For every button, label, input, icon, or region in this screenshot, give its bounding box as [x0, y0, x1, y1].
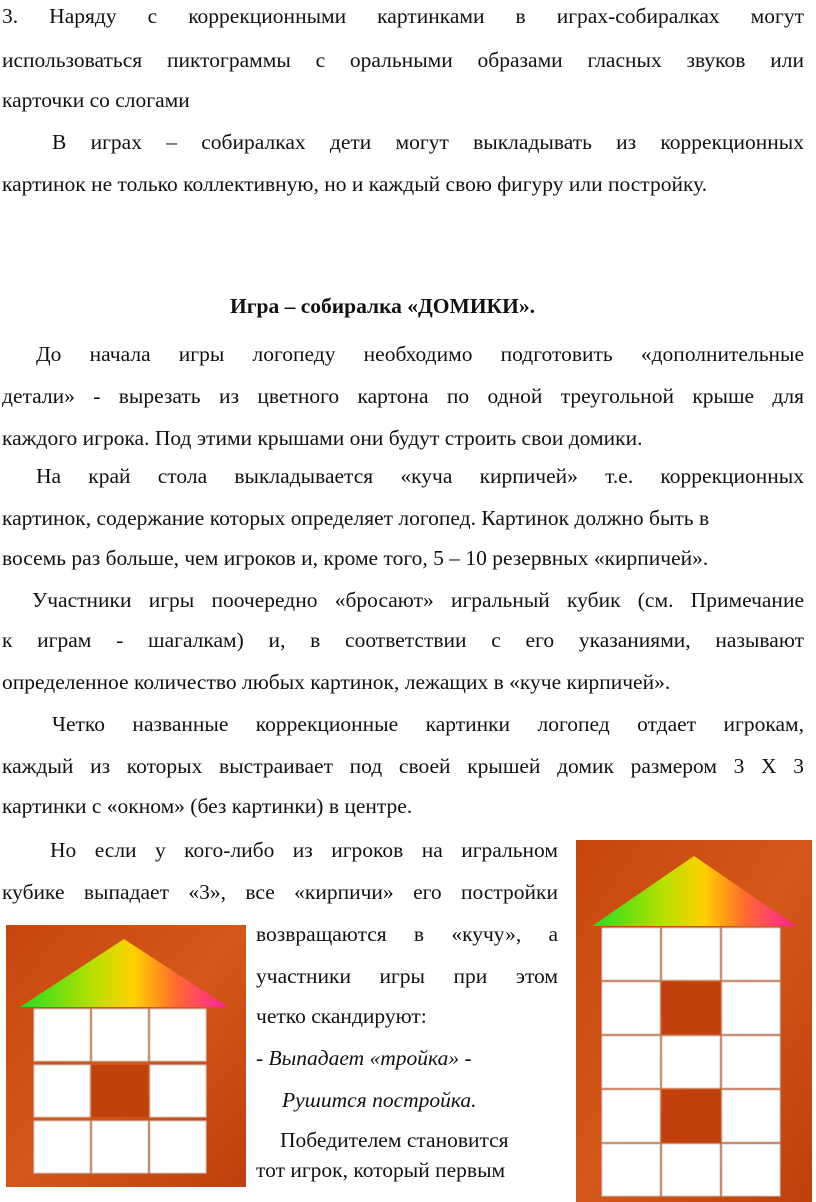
para-2-line-1: В играх – собиралках дети могут выкладывать из коррекционных	[52, 130, 804, 154]
para-6-line-3: картинки с «окном» (без картинки) в центре.	[2, 794, 413, 818]
para-5-line-3: определенное количество любых картинок, лежащих в «куче кирпичей».	[2, 670, 671, 694]
para-3-line-3: каждого игрока. Под этими крышами они будут строить свои домики.	[2, 426, 643, 450]
para-7-line-1: Но если у кого-либо из игроков на игральном	[50, 838, 558, 862]
para-7-line-5: четко скандируют:	[256, 1004, 427, 1028]
section-title: Игра – собиралка «ДОМИКИ».	[230, 294, 535, 318]
para-4-line-3: восемь раз больше, чем игроков и, кроме того, 5 – 10 резервных «кирпичей».	[2, 546, 709, 570]
para-2-line-2: картинок не только коллективную, но и каждый свою фигуру или постройку.	[2, 172, 708, 196]
para-5-line-1: Участники игры поочередно «бросают» игральный кубик (см. Примечание	[32, 588, 804, 612]
chant-line-1: - Выпадает «тройка» -	[256, 1046, 472, 1070]
para-8-line-2: тот игрок, который первым	[256, 1158, 506, 1182]
right-house-grid	[602, 928, 780, 1196]
para-1-line-1: 3. Наряду с коррекционными картинками в играх-собиралках могут	[2, 4, 804, 28]
para-7-line-2: кубике выпадает «3», все «кирпичи» его постройки	[2, 880, 558, 904]
chant-line-2: Рушится постройка.	[282, 1088, 477, 1112]
para-4-line-2: картинок, содержание которых определяет логопед. Картинок должно быть в	[2, 506, 710, 530]
para-7-line-4: участники игры при этом	[256, 964, 558, 988]
para-8-line-1: Победителем становится	[280, 1128, 509, 1152]
left-house-picture	[6, 925, 246, 1187]
para-6-line-2: каждый из которых выстраивает под своей крышей домик размером 3 Х 3	[2, 754, 804, 778]
left-house-grid	[34, 1009, 206, 1173]
para-4-line-1: На край стола выкладывается «куча кирпичей» т.е. коррекционных	[36, 464, 804, 488]
para-1-line-3: карточки со слогами	[2, 88, 190, 112]
para-3-line-1: До начала игры логопеду необходимо подготовить «дополнительные	[36, 342, 804, 366]
para-6-line-1: Четко названные коррекционные картинки логопед отдает игрокам,	[52, 712, 804, 736]
right-house-picture	[576, 840, 812, 1202]
para-3-line-2: детали» - вырезать из цветного картона по одной треугольной крыше для	[2, 384, 804, 408]
para-5-line-2: к играм - шагалкам) и, в соответствии с его указаниями, называют	[2, 628, 804, 652]
para-7-line-3: возвращаются в «кучу», а	[256, 922, 558, 946]
para-1-line-2: использоваться пиктограммы с оральными образами гласных звуков или	[2, 48, 804, 72]
